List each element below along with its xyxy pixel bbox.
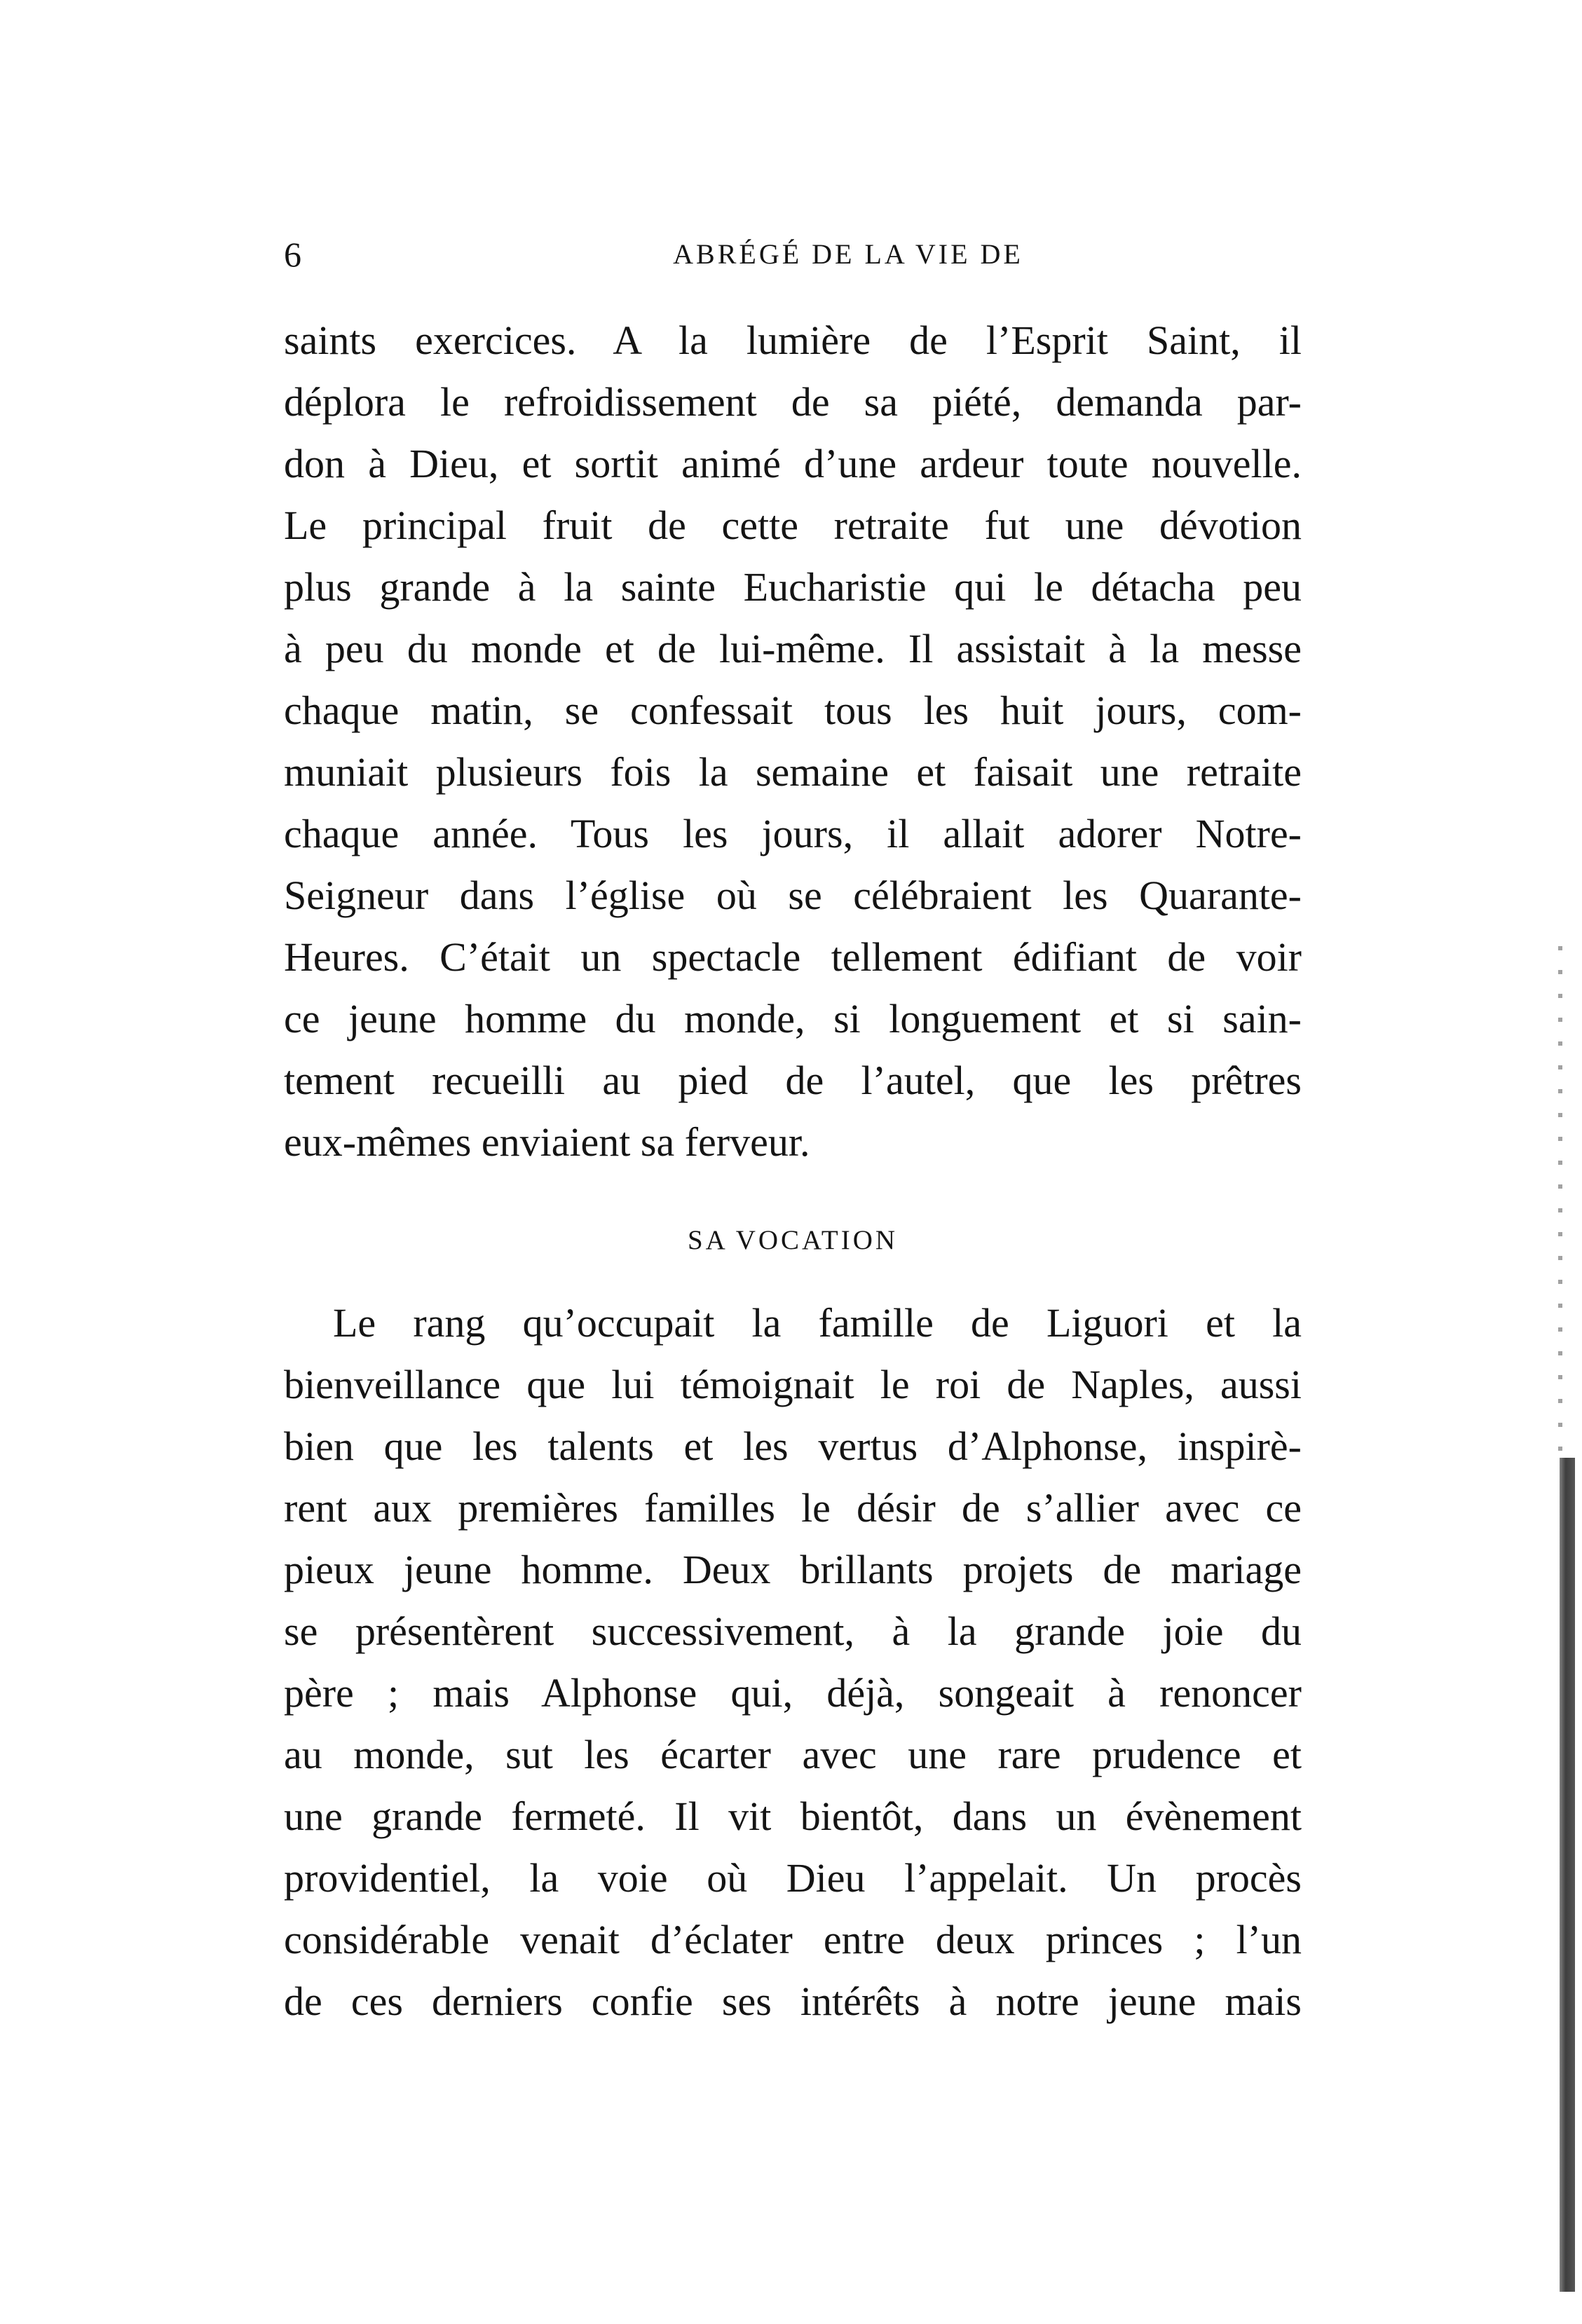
text-line: don à Dieu, et sortit animé d’une ardeur toute nouvelle. bbox=[284, 441, 1302, 486]
text-line: se présentèrent successivement, à la grande joie du bbox=[284, 1608, 1302, 1654]
text-line: rent aux premières familles le désir de s’allier avec ce bbox=[284, 1485, 1302, 1531]
paragraph-1 bbox=[284, 310, 1302, 1173]
text-line: providentiel, la voie où Dieu l’appelait. Un procès bbox=[284, 1855, 1302, 1901]
page-header bbox=[284, 230, 1300, 279]
text-line: chaque année. Tous les jours, il allait adorer Notre- bbox=[284, 811, 1302, 856]
scan-edge-marks bbox=[1558, 946, 1562, 1458]
text-line: chaque matin, se confessait tous les huit jours, com- bbox=[284, 688, 1302, 733]
scan-edge-shadow bbox=[1560, 1458, 1575, 2292]
text-line: tement recueilli au pied de l’autel, que les prêtres bbox=[284, 1058, 1302, 1103]
text-line: bienveillance que lui témoignait le roi de Naples, aussi bbox=[284, 1362, 1302, 1407]
text-line: Seigneur dans l’église où se célébraient les Quarante- bbox=[284, 873, 1302, 918]
text-line: à peu du monde et de lui-même. Il assistait à la messe bbox=[284, 626, 1302, 671]
running-head: ABRÉGÉ DE LA VIE DE bbox=[673, 238, 1023, 270]
text-line: ce jeune homme du monde, si longuement et si sain- bbox=[284, 996, 1302, 1041]
text-line: Heures. C’était un spectacle tellement édifiant de voir bbox=[284, 934, 1302, 980]
text-line: bien que les talents et les vertus d’Alphonse, inspirè- bbox=[284, 1423, 1302, 1469]
text-line: Le rang qu’occupait la famille de Liguori et la bbox=[333, 1300, 1302, 1346]
text-line: plus grande à la sainte Eucharistie qui le détacha peu bbox=[284, 564, 1302, 610]
text-line: Le principal fruit de cette retraite fut une dévotion bbox=[284, 503, 1302, 548]
section-title: SA VOCATION bbox=[687, 1225, 899, 1255]
text-line: au monde, sut les écarter avec une rare prudence et bbox=[284, 1732, 1302, 1777]
text-line: une grande fermeté. Il vit bientôt, dans un évènement bbox=[284, 1793, 1302, 1839]
text-line: eux-mêmes enviaient sa ferveur. bbox=[284, 1119, 810, 1165]
text-line: considérable venait d’éclater entre deux princes ; l’un bbox=[284, 1917, 1302, 1962]
text-line: muniait plusieurs fois la semaine et faisait une retraite bbox=[284, 749, 1302, 795]
page-number: 6 bbox=[284, 235, 301, 274]
text-line: de ces derniers confie ses intérêts à notre jeune mais bbox=[284, 1978, 1302, 2024]
text-line: pieux jeune homme. Deux brillants projets de mariage bbox=[284, 1547, 1302, 1592]
text-line: déplora le refroidissement de sa piété, demanda par- bbox=[284, 379, 1302, 425]
paragraph-2 bbox=[284, 1292, 1302, 2032]
text-line: saints exercices. A la lumière de l’Esprit Saint, il bbox=[284, 317, 1302, 363]
text-line: père ; mais Alphonse qui, déjà, songeait à renoncer bbox=[284, 1670, 1302, 1716]
